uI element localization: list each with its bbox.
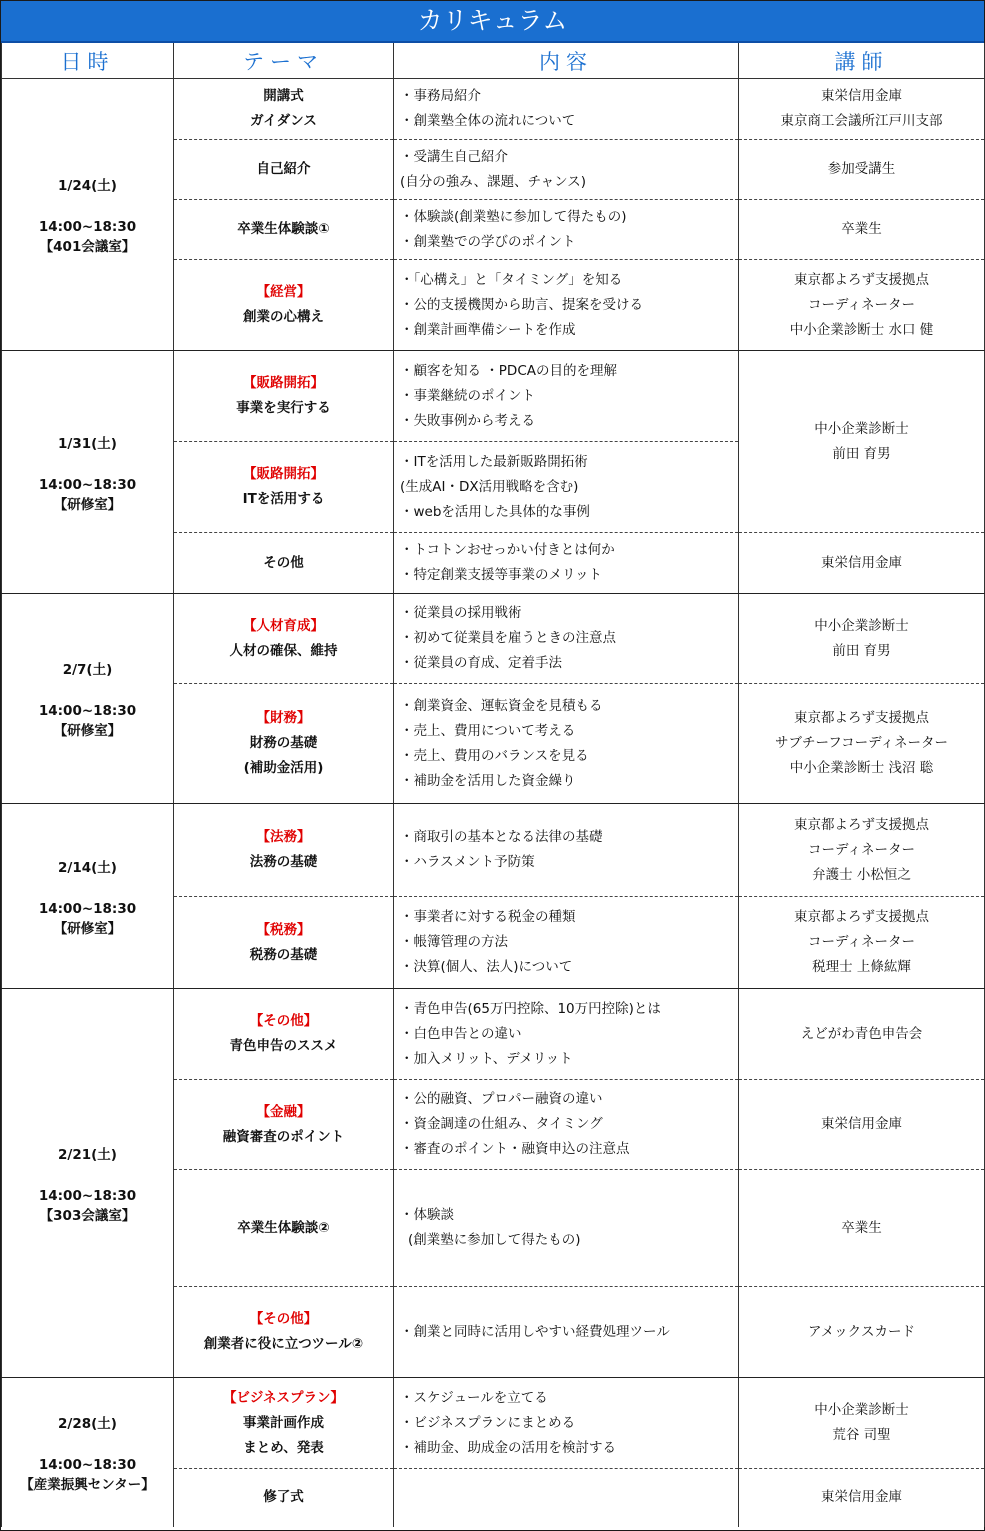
- theme-cell: [174, 351, 394, 442]
- content-line: ・売上、費用のバランスを見る: [400, 747, 589, 764]
- lecturer-cell: [739, 594, 985, 684]
- theme-cell: [174, 1170, 394, 1287]
- content-line: ・創業と同時に活用しやすい経費処理ツール: [400, 1323, 670, 1340]
- theme-cell: [174, 1469, 394, 1527]
- theme-category: 【税務】: [256, 921, 311, 938]
- theme-category: 【販路開拓】: [243, 466, 324, 482]
- content-line: ・白色申告との違い: [400, 1025, 522, 1042]
- session-date: 2/7(土): [62, 662, 113, 678]
- theme-line: 税務の基礎: [249, 946, 318, 963]
- table-row: [2, 594, 985, 684]
- lecturer-cell: [739, 140, 985, 200]
- theme-cell: [174, 989, 394, 1080]
- content-line: ・受講生自己紹介: [400, 148, 508, 165]
- content-line: ・青色申告(65万円控除、10万円控除)とは: [400, 1000, 661, 1017]
- content-line: ・ITを活用した最新販路開拓術: [400, 453, 588, 470]
- table-row: [2, 989, 985, 1080]
- session-room: 【研修室】: [53, 920, 122, 937]
- content-line: ・創業塾全体の流れについて: [400, 113, 576, 129]
- lecturer-line: 卒業生: [841, 221, 882, 237]
- content-line: ・初めて従業員を雇うときの注意点: [400, 630, 616, 646]
- table-row: [2, 351, 985, 442]
- content-line: ・審査のポイント・融資申込の注意点: [400, 1141, 630, 1157]
- lecturer-line: 中小企業診断士: [814, 420, 909, 437]
- lecturer-line: コーディネーター: [808, 841, 915, 858]
- theme-line: 法務の基礎: [249, 854, 318, 870]
- lecturer-cell: [739, 1170, 985, 1287]
- lecturer-line: 中小企業診断士 水口 健: [789, 321, 934, 338]
- table-row: [2, 1378, 985, 1469]
- content-line: ・決算(個人、法人)について: [400, 959, 573, 975]
- content-line: ・従業員の育成、定着手法: [400, 655, 562, 671]
- lecturer-line: 東京都よろず支援拠点: [794, 271, 929, 288]
- session-date: 2/28(土): [58, 1415, 117, 1432]
- lecturer-cell: [739, 200, 985, 260]
- content-line: ・帳簿管理の方法: [400, 934, 508, 950]
- theme-line: 事業を実行する: [236, 400, 331, 416]
- content-cell: [394, 351, 739, 442]
- session-room: 【産業振興センター】: [20, 1476, 155, 1493]
- theme-category: 【財務】: [256, 710, 311, 726]
- theme-line: ガイダンス: [250, 113, 317, 129]
- content-line: ・事務局紹介: [400, 88, 481, 104]
- content-line: ・補助金、助成金の活用を検討する: [400, 1439, 616, 1456]
- content-line: ・ビジネスプランにまとめる: [400, 1414, 576, 1431]
- theme-line: 開講式: [263, 88, 304, 104]
- lecturer-line: 前田 育男: [832, 642, 891, 659]
- theme-cell: [174, 804, 394, 897]
- lecturer-cell: [739, 260, 985, 351]
- page-title: カリキュラム: [1, 1, 984, 43]
- theme-line: 創業の心構え: [243, 309, 324, 325]
- content-cell: [394, 260, 739, 351]
- content-line: ・体験談: [400, 1207, 454, 1223]
- theme-cell: [174, 79, 394, 140]
- theme-line: (補助金活用): [243, 760, 324, 776]
- header-lecturer: 講師: [739, 43, 985, 79]
- content-line: ・失敗事例から考える: [400, 412, 535, 429]
- session-time: 14:00~18:30: [38, 476, 137, 493]
- lecturer-cell: [739, 351, 985, 533]
- content-cell: [394, 79, 739, 140]
- content-line: ・ハラスメント予防策: [400, 854, 535, 870]
- curriculum-table: [1, 43, 985, 1527]
- content-line: ・公的支援機関から助言、提案を受ける: [400, 296, 643, 313]
- theme-category: 【法務】: [256, 829, 311, 845]
- content-line: ・創業資金、運転資金を見積もる: [400, 697, 603, 714]
- theme-cell: [174, 684, 394, 804]
- content-line: ・公的融資、プロパー融資の違い: [400, 1091, 603, 1107]
- session-time: 14:00~18:30: [38, 1187, 137, 1204]
- lecturer-cell: [739, 1469, 985, 1527]
- content-cell: [394, 594, 739, 684]
- lecturer-line: 中小企業診断士: [814, 1402, 909, 1418]
- content-line: ・webを活用した具体的な事例: [400, 503, 590, 520]
- session-room: 【研修室】: [53, 723, 122, 739]
- content-cell: [394, 200, 739, 260]
- content-line: ・商取引の基本となる法律の基礎: [400, 829, 603, 845]
- session-time: 14:00~18:30: [38, 900, 137, 917]
- theme-line: その他: [263, 554, 304, 571]
- content-cell: [394, 140, 739, 200]
- lecturer-cell: [739, 804, 985, 897]
- lecturer-line: 卒業生: [841, 1219, 882, 1236]
- theme-line: 人材の確保、維持: [229, 642, 338, 659]
- lecturer-line: 税理士 上條紘輝: [812, 959, 911, 975]
- session-date-cell: [2, 804, 174, 989]
- content-cell: [394, 1378, 739, 1469]
- theme-category: 【ビジネスプラン】: [222, 1389, 345, 1406]
- theme-line: まとめ、発表: [243, 1439, 324, 1456]
- content-cell: [394, 1287, 739, 1378]
- theme-line: 創業者に役に立つツール②: [203, 1336, 364, 1352]
- header-theme: テーマ: [174, 43, 394, 79]
- lecturer-line: 東栄信用金庫: [821, 554, 902, 571]
- lecturer-line: コーディネーター: [808, 296, 915, 313]
- content-cell: [394, 1080, 739, 1170]
- theme-category: 【金融】: [256, 1103, 311, 1120]
- lecturer-cell: [739, 684, 985, 804]
- lecturer-cell: [739, 1080, 985, 1170]
- lecturer-line: コーディネーター: [808, 934, 915, 950]
- content-line: ・トコトンおせっかい付きとは何か: [400, 542, 615, 558]
- theme-category: 【経営】: [256, 284, 311, 300]
- content-cell: [394, 804, 739, 897]
- lecturer-line: 東栄信用金庫: [821, 1116, 902, 1132]
- lecturer-line: 東京商工会議所江戸川支部: [780, 113, 943, 129]
- content-line: ・売上、費用について考える: [400, 722, 576, 739]
- theme-line: 融資審査のポイント: [222, 1128, 345, 1145]
- lecturer-line: 中小企業診断士: [814, 617, 909, 634]
- session-date: 1/24(土): [58, 178, 117, 194]
- lecturer-line: 参加受講生: [827, 161, 896, 177]
- lecturer-cell: [739, 989, 985, 1080]
- session-room: 【研修室】: [53, 496, 122, 513]
- content-line: ・特定創業支援等事業のメリット: [400, 567, 602, 583]
- content-line: ・補助金を活用した資金繰り: [400, 772, 576, 789]
- content-cell: [394, 897, 739, 989]
- theme-category: 【その他】: [249, 1311, 318, 1327]
- content-cell: [394, 442, 739, 533]
- lecturer-line: アメックスカード: [807, 1323, 916, 1340]
- content-line: ・顧客を知る ・PDCAの目的を理解: [400, 362, 617, 379]
- content-line: ・資金調達の仕組み、タイミング: [400, 1116, 603, 1132]
- theme-cell: [174, 200, 394, 260]
- lecturer-line: 東栄信用金庫: [821, 1489, 902, 1506]
- lecturer-line: 東京都よろず支援拠点: [794, 710, 929, 726]
- content-line: ・従業員の採用戦術: [400, 605, 522, 621]
- theme-category: 【その他】: [249, 1013, 318, 1029]
- theme-category: 【人材育成】: [243, 617, 324, 634]
- theme-line: 自己紹介: [256, 161, 311, 177]
- theme-cell: [174, 140, 394, 200]
- content-cell: [394, 989, 739, 1080]
- session-time: 14:00~18:30: [38, 219, 137, 235]
- session-room: 【303会議室】: [39, 1207, 136, 1224]
- lecturer-line: えどがわ青色申告会: [800, 1025, 923, 1042]
- content-cell: [394, 684, 739, 804]
- lecturer-cell: [739, 533, 985, 594]
- theme-line: 修了式: [263, 1489, 304, 1506]
- session-date-cell: [2, 989, 174, 1378]
- theme-line: 財務の基礎: [249, 735, 318, 751]
- lecturer-cell: [739, 1378, 985, 1469]
- theme-line: ITを活用する: [242, 491, 325, 507]
- theme-cell: [174, 897, 394, 989]
- content-line: ・事業継続のポイント: [400, 387, 535, 404]
- theme-cell: [174, 533, 394, 594]
- theme-line: 卒業生体験談①: [237, 221, 330, 237]
- session-date-cell: [2, 79, 174, 351]
- lecturer-line: 中小企業診断士 浅沼 聡: [789, 760, 934, 776]
- lecturer-line: サブチーフコーディネーター: [774, 735, 949, 751]
- content-line: ・スケジュールを立てる: [400, 1389, 548, 1406]
- theme-line: 青色申告のススメ: [229, 1038, 338, 1054]
- header-row: [2, 43, 985, 79]
- content-line: (創業塾に参加して得たもの): [408, 1232, 581, 1248]
- session-time: 14:00~18:30: [38, 1456, 137, 1473]
- content-line: ・「心構え」と「タイミング」を知る: [400, 271, 623, 288]
- header-content: 内容: [394, 43, 739, 79]
- content-line: ・体験談(創業塾に参加して得たもの): [400, 208, 627, 225]
- table-row: [2, 804, 985, 897]
- header-date: 日時: [2, 43, 174, 79]
- session-date: 2/14(土): [58, 859, 117, 876]
- content-cell: [394, 1170, 739, 1287]
- content-line: (自分の強み、課題、チャンス): [400, 173, 587, 190]
- content-line: ・加入メリット、デメリット: [400, 1050, 573, 1067]
- session-date-cell: [2, 594, 174, 804]
- theme-cell: [174, 1378, 394, 1469]
- theme-cell: [174, 1080, 394, 1170]
- theme-cell: [174, 442, 394, 533]
- session-time: 14:00~18:30: [38, 703, 137, 719]
- session-date: 2/21(土): [58, 1146, 117, 1163]
- theme-cell: [174, 594, 394, 684]
- lecturer-line: 前田 育男: [832, 445, 891, 462]
- content-cell: [394, 533, 739, 594]
- lecturer-line: 弁護士 小松恒之: [812, 866, 911, 883]
- theme-line: 事業計画作成: [243, 1414, 324, 1431]
- lecturer-line: 荒谷 司聖: [832, 1427, 891, 1443]
- content-line: ・創業塾での学びのポイント: [400, 233, 576, 250]
- content-line: ・創業計画準備シートを作成: [400, 321, 576, 338]
- session-date-cell: [2, 1378, 174, 1527]
- theme-cell: [174, 1287, 394, 1378]
- lecturer-line: 東京都よろず支援拠点: [794, 909, 929, 925]
- theme-cell: [174, 260, 394, 351]
- lecturer-line: 東栄信用金庫: [821, 88, 902, 104]
- lecturer-cell: [739, 1287, 985, 1378]
- session-room: 【401会議室】: [39, 239, 136, 255]
- theme-category: 【販路開拓】: [243, 375, 324, 391]
- content-cell: [394, 1469, 739, 1527]
- content-line: (生成AI・DX活用戦略を含む): [400, 478, 579, 495]
- lecturer-cell: [739, 897, 985, 989]
- lecturer-line: 東京都よろず支援拠点: [794, 816, 929, 833]
- session-date-cell: [2, 351, 174, 594]
- session-date: 1/31(土): [58, 435, 117, 452]
- theme-line: 卒業生体験談②: [237, 1219, 330, 1236]
- table-row: [2, 79, 985, 140]
- lecturer-cell: [739, 79, 985, 140]
- content-line: ・事業者に対する税金の種類: [400, 909, 576, 925]
